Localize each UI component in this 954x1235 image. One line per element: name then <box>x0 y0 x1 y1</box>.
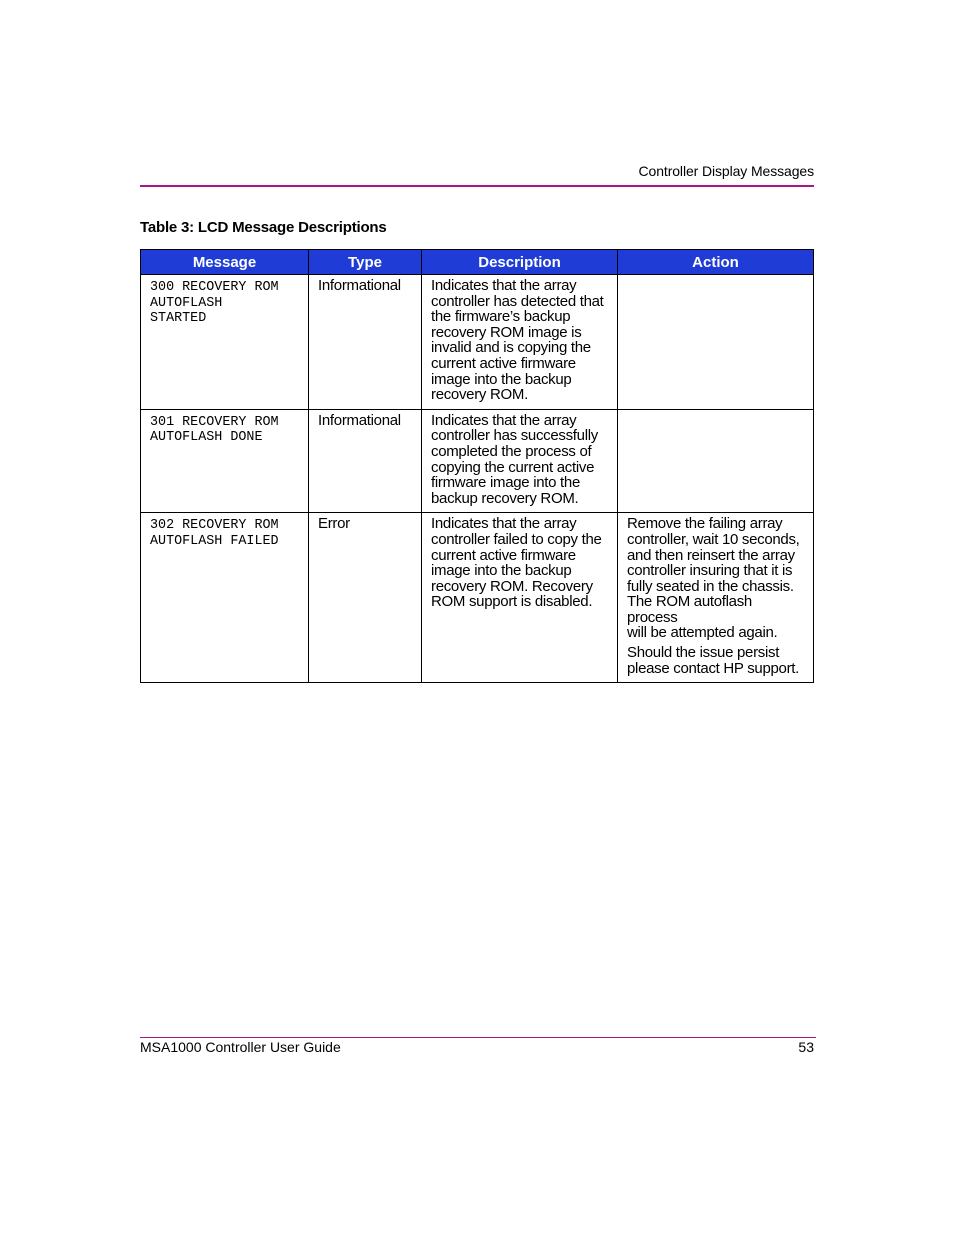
description-line: controller has successfully <box>431 427 598 445</box>
table-caption: Table 3: LCD Message Descriptions <box>140 219 387 236</box>
action-cell <box>618 513 814 683</box>
message-cell <box>141 409 309 513</box>
type-cell: Error <box>309 513 422 683</box>
type-cell: Informational <box>309 409 422 513</box>
page-number: 53 <box>798 1039 814 1055</box>
action-line: fully seated in the chassis. <box>627 577 794 595</box>
action-line: The ROM autoflash process <box>627 593 752 626</box>
description-line: controller has detected that <box>431 292 604 310</box>
action-cell <box>618 409 814 513</box>
description-line: Indicates that the array <box>431 411 577 429</box>
description-line: image into the backup <box>431 370 572 388</box>
lcd-message-table <box>140 249 814 683</box>
message-line: STARTED <box>150 311 207 327</box>
description-line: Indicates that the array <box>431 515 577 533</box>
table-header-row <box>141 250 814 275</box>
description-line: current active firmware <box>431 546 576 564</box>
footer-guide-title: MSA1000 Controller User Guide <box>140 1039 341 1055</box>
action-line: please contact HP support. <box>627 659 800 677</box>
message-line: 301 RECOVERY ROM <box>150 414 279 430</box>
description-line: recovery ROM image is <box>431 323 582 341</box>
description-line: copying the current active <box>431 458 595 476</box>
description-line: completed the process of <box>431 442 592 460</box>
description-cell <box>422 409 618 513</box>
action-line: controller, wait 10 seconds, <box>627 530 800 548</box>
description-line: image into the backup <box>431 562 572 580</box>
description-cell <box>422 513 618 683</box>
header-divider <box>140 185 814 187</box>
description-line: the firmware’s backup <box>431 308 571 326</box>
description-line: recovery ROM. Recovery <box>431 577 593 595</box>
table-row <box>141 409 814 513</box>
footer-divider <box>140 1037 816 1038</box>
column-header-message: Message <box>141 250 309 275</box>
action-line: will be attempted again. <box>627 624 778 642</box>
running-header: Controller Display Messages <box>638 163 814 179</box>
action-line: Should the issue persist <box>627 644 780 662</box>
column-header-type: Type <box>309 250 422 275</box>
action-cell <box>618 275 814 410</box>
action-paragraph <box>627 645 805 676</box>
column-header-action: Action <box>618 250 814 275</box>
table-row <box>141 513 814 683</box>
type-cell: Informational <box>309 275 422 410</box>
message-line: AUTOFLASH <box>150 295 223 311</box>
message-cell <box>141 513 309 683</box>
action-paragraph <box>627 516 805 641</box>
message-line: 300 RECOVERY ROM <box>150 280 279 295</box>
action-line: controller insuring that it is <box>627 562 793 580</box>
message-line: AUTOFLASH DONE <box>150 430 263 446</box>
action-line: Remove the failing array <box>627 515 783 533</box>
table-body <box>141 275 814 683</box>
description-line: invalid and is copying the <box>431 339 591 357</box>
description-line: current active firmware <box>431 354 576 372</box>
message-line: 302 RECOVERY ROM <box>150 518 279 534</box>
message-cell <box>141 275 309 410</box>
description-line: recovery ROM. <box>431 386 528 404</box>
table-row <box>141 275 814 410</box>
description-line: firmware image into the <box>431 474 580 492</box>
description-cell <box>422 275 618 410</box>
description-line: Indicates that the array <box>431 277 577 294</box>
description-line: ROM support is disabled. <box>431 593 593 611</box>
description-line: backup recovery ROM. <box>431 489 579 507</box>
message-line: AUTOFLASH FAILED <box>150 533 279 549</box>
column-header-description: Description <box>422 250 618 275</box>
action-line: and then reinsert the array <box>627 546 795 564</box>
description-line: controller failed to copy the <box>431 530 602 548</box>
